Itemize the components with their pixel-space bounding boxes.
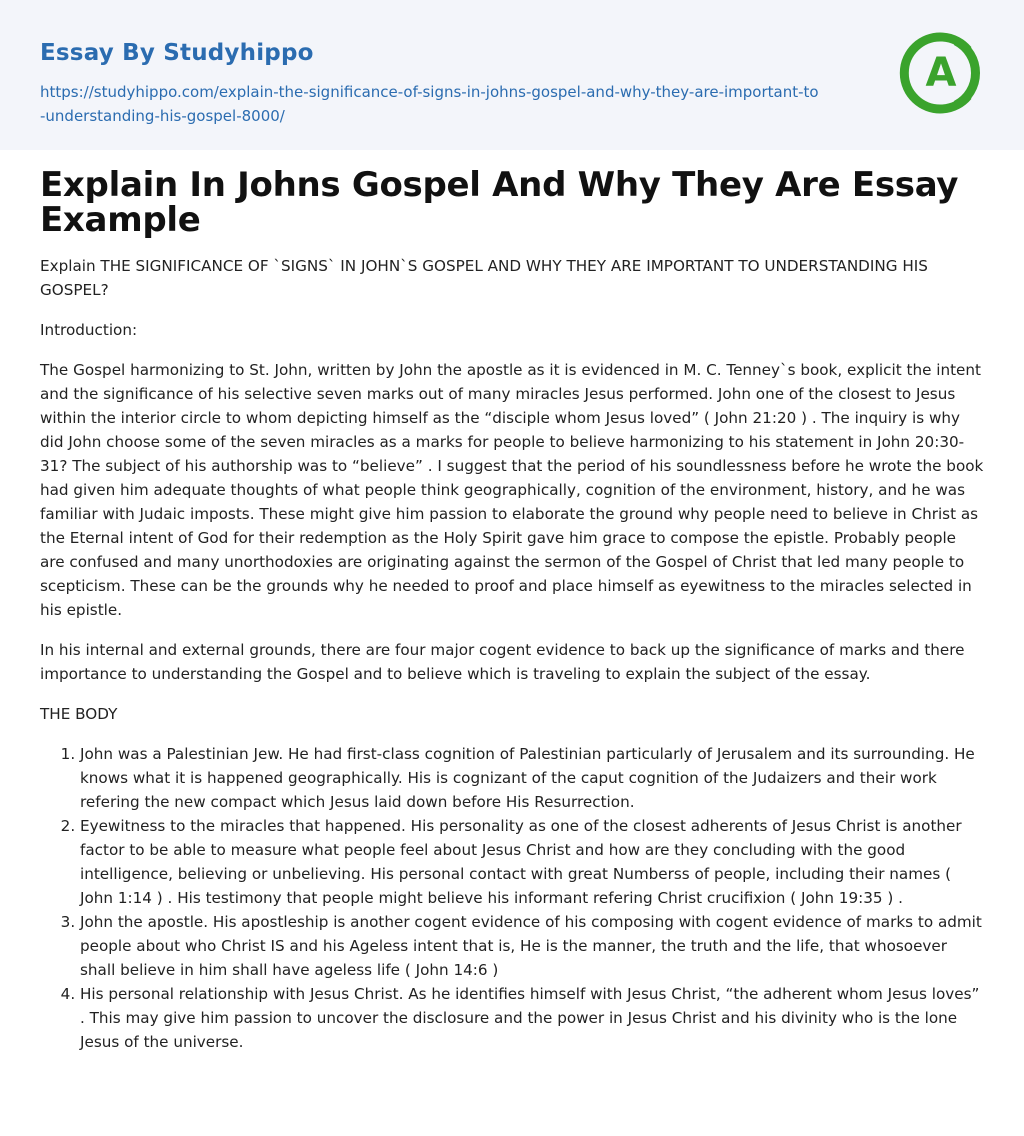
list-item: 2. Eyewitness to the miracles that happened. His personality as one of the closest adherents of Jesus Christ is another factor to be able to measure what people feel about Jesus Christ and how are they concluding with the good intelligence, believing or unbelieving. His personal contact with great Numberss of people, including their names ( John 1:14 ) . His testimony that people might believe his informant refering Christ crucifixion ( John 19:35 ) . (80, 814, 984, 910)
page-title: Explain In Johns Gospel And Why They Are Essay Example (40, 165, 959, 240)
essay-question: Explain THE SIGNIFICANCE OF `SIGNS` IN JOHN`S GOSPEL AND WHY THEY ARE IMPORTANT TO UNDERSTANDING HIS GOSPEL? (40, 257, 928, 299)
second-paragraph: In his internal and external grounds, there are four major cogent evidence to back up the significance of marks and there importance to understanding the Gospel and to believe which is traveling to explain the subject of the essay. (40, 641, 965, 683)
site-brand[interactable]: Essay By Studyhippo (40, 40, 314, 66)
evidence-list (40, 742, 984, 1054)
logo-letter: A (925, 50, 957, 96)
list-item: 3. John the apostle. His apostleship is another cogent evidence of his composing with cogent evidence of marks to admit people about who Christ IS and his Ageless intent that is, He is the manner, the truth and the life, that whosoever shall believe in him shall have ageless life ( John 14:6 ) (80, 910, 984, 982)
list-item: 4. His personal relationship with Jesus Christ. As he identifies himself with Jesus Christ, “the adherent whom Jesus loves” . This may give him passion to uncover the disclosure and the power in Jesus Christ and his divinity who is the lone Jesus of the universe. (80, 982, 984, 1054)
list-item: 1. John was a Palestinian Jew. He had first-class cognition of Palestinian particularly of Jerusalem and its surrounding. He knows what it is happened geographically. His is cognizant of the caput cognition of the Judaizers and their work refering the new compact which Jesus laid down before His Resurrection. (80, 742, 984, 814)
body-heading: THE BODY (40, 705, 118, 723)
intro-paragraph: The Gospel harmonizing to St. John, written by John the apostle as it is evidenced in M. C. Tenney`s book, explicit the intent and the significance of his selective seven marks out of many miracles Jesus performed. John one of the closest to Jesus within the interior circle to whom depicting himself as the “disciple whom Jesus loved” ( John 21:20 ) . The inquiry is why did John choose some of the seven miracles as a marks for people to believe harmonizing to his statement in John 20:30-31? The subject of his authorship was to “believe” . I suggest that the period of his soundlessness before he wrote the book had given him adequate thoughts of what people think geographically, cognition of the environment, history, and he was familiar with Judaic imposts. These might give him passion to elaborate the ground why people need to believe in Christ as the Eternal intent of God for their redemption as the Holy Spirit gave him grace to compose the epistle. Probably people are confused and many unorthodoxies are originating against the sermon of the Gospel of Christ that led many people to scepticism. These can be the grounds why he needed to proof and place himself as eyewitness to the miracles selected in his epistle. (40, 361, 984, 619)
studyhippo-logo-icon[interactable] (896, 28, 986, 118)
article-body (0, 150, 1024, 1054)
intro-heading: Introduction: (40, 321, 138, 339)
site-header (0, 0, 1024, 150)
source-url-link[interactable]: https://studyhippo.com/explain-the-significance-of-signs-in-johns-gospel-and-why-they-are-important-to-understanding-his-gospel-8000/ (40, 83, 819, 125)
